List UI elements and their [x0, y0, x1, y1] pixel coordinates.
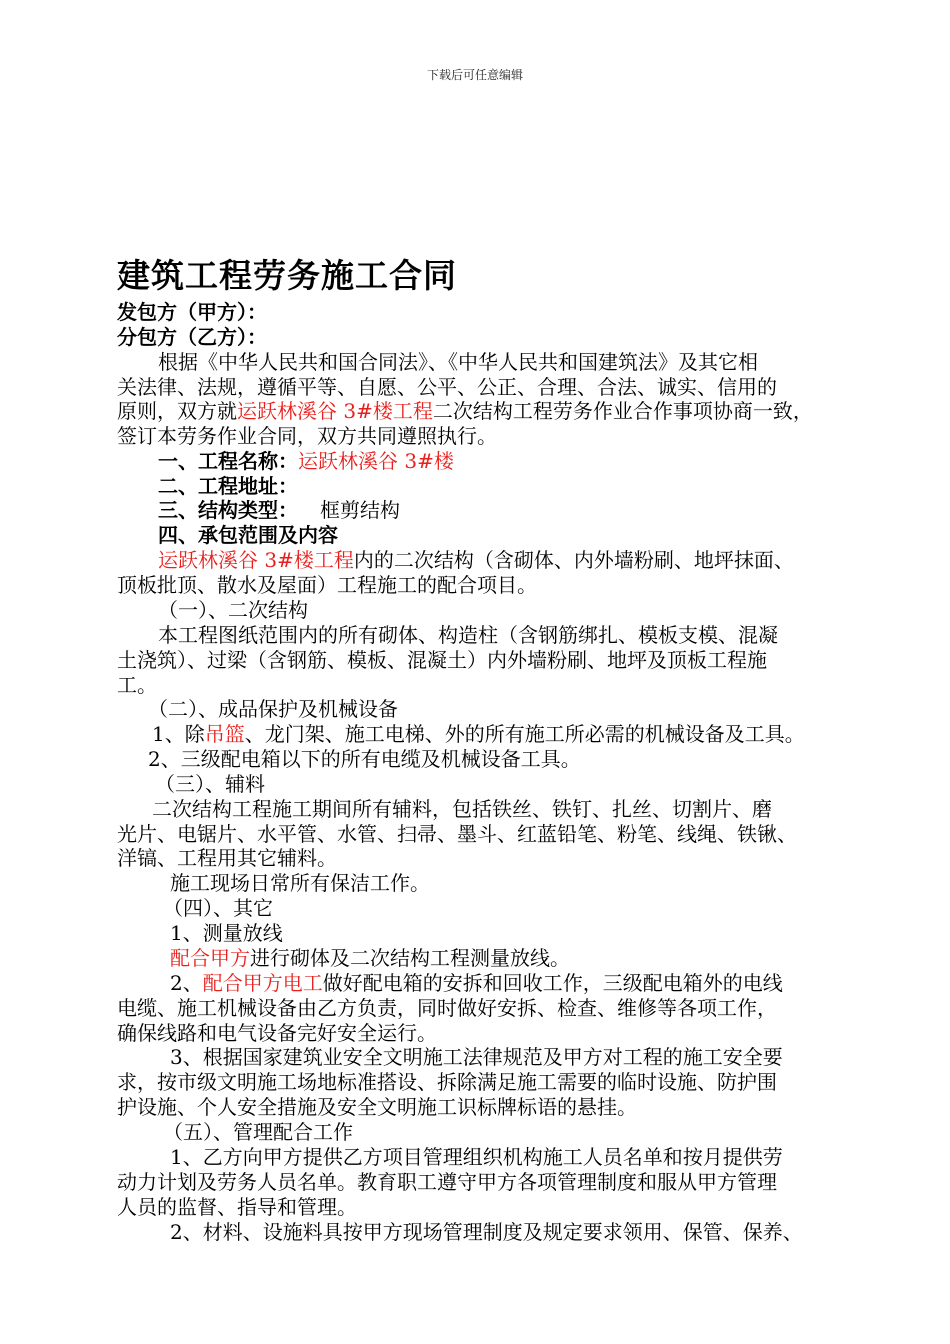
party-a-label: 发包方（甲方）：: [117, 300, 267, 324]
document-title: 建筑工程劳务施工合同: [117, 256, 457, 295]
subsection-2-heading: （二）、成品保护及机械设备: [148, 697, 398, 721]
section-1-value: 运跃林溪谷 3#楼: [298, 449, 454, 473]
intro-line-3-text-c: 二次结构工程劳务作业合作事项协商一致，: [432, 399, 813, 423]
scope-project-highlight: 运跃林溪谷 3#楼工程: [158, 548, 354, 572]
cooperate-party-a-highlight: 配合甲方: [170, 946, 250, 970]
item-2-prefix: 2、: [170, 971, 203, 995]
project-name-highlight: 运跃林溪谷 3#楼工程: [237, 399, 433, 423]
scope-line-2: 顶板批顶、散水及屋面）工程施工的配合项目。: [117, 573, 537, 597]
subsection-3-heading: （三）、辅料: [155, 772, 265, 796]
subsection-4-item-3-line-3: 护设施、个人安全措施及安全文明施工识标牌标语的悬挂。: [117, 1095, 637, 1119]
gondola-highlight: 吊篮: [204, 722, 245, 746]
scope-line-1: [158, 548, 794, 572]
subsection-2-item-2: 2、三级配电箱以下的所有电缆及机械设备工具。: [148, 747, 581, 771]
subsection-5-heading: （五）、管理配合工作: [163, 1120, 353, 1144]
subsection-5-item-1-line-2: 动力计划及劳务人员名单。教育职工遵守甲方各项管理制度和服从甲方管理: [117, 1170, 777, 1194]
subsection-3-line-4: 施工现场日常所有保洁工作。: [170, 871, 430, 895]
subsection-1-line-3: 工。: [117, 673, 157, 697]
subsection-3-line-3: 洋镐、工程用其它辅料。: [117, 846, 337, 870]
party-b-label: 分包方（乙方）：: [117, 325, 267, 349]
subsection-5-item-1-line-3: 人员的监督、指导和管理。: [117, 1195, 357, 1219]
intro-line-4: 签订本劳务作业合同，双方共同遵照执行。: [117, 424, 497, 448]
intro-line-3: [117, 399, 813, 423]
subsection-3-line-1: 二次结构工程施工期间所有辅料，包括铁丝、铁钉、扎丝、切割片、磨: [152, 797, 772, 821]
item-1-text: 、龙门架、施工电梯、外的所有施工所必需的机械设备及工具。: [244, 722, 805, 746]
intro-line-1: 根据《中华人民共和国合同法》、《中华人民共和国建筑法》及其它相: [158, 350, 758, 374]
section-1: [158, 449, 454, 473]
subsection-4-heading: （四）、其它: [163, 896, 273, 920]
subsection-2-item-1: [152, 722, 805, 746]
intro-line-3-text-a: 原则，双方就: [117, 399, 237, 423]
subsection-4-item-3-line-1: 3、根据国家建筑业安全文明施工法律规范及甲方对工程的施工安全要: [170, 1045, 783, 1069]
section-3-value: 框剪结构: [320, 498, 400, 522]
subsection-5-item-1-line-1: 1、乙方向甲方提供乙方项目管理组织机构施工人员名单和按月提供劳: [170, 1145, 783, 1169]
section-3: [158, 498, 400, 522]
header-note: 下载后可任意编辑: [426, 68, 523, 82]
section-2-label: 二、工程地址：: [158, 474, 298, 498]
subsection-5-item-2-line-1: 2、材料、设施料具按甲方现场管理制度及规定要求领用、保管、保养、: [170, 1220, 803, 1244]
subsection-3-line-2: 光片、电锯片、水平管、水管、扫帚、墨斗、红蓝铅笔、粉笔、线绳、铁锹、: [117, 822, 797, 846]
subsection-4-item-2-line-3: 确保线路和电气设备完好安全运行。: [117, 1021, 437, 1045]
item-1-prefix: 1、除: [152, 722, 205, 746]
item-1-line-text: 进行砌体及二次结构工程测量放线。: [250, 946, 570, 970]
subsection-4-item-2-line-1: [170, 971, 783, 995]
section-3-label: 三、结构类型：: [158, 498, 298, 522]
subsection-4-item-2-line-2: 电缆、施工机械设备由乙方负责，同时做好安拆、检查、维修等各项工作，: [117, 996, 777, 1020]
item-2-line-text: 做好配电箱的安拆和回收工作，三级配电箱外的电线: [322, 971, 783, 995]
subsection-1-line-1: 本工程图纸范围内的所有砌体、构造柱（含钢筋绑扎、模板支模、混凝: [158, 623, 778, 647]
intro-line-2: 关法律、法规，遵循平等、自愿、公平、公正、合理、合法、诚实、信用的: [117, 375, 777, 399]
subsection-1-line-2: 土浇筑）、过梁（含钢筋、模板、混凝土）内外墙粉刷、地坪及顶板工程施: [117, 648, 767, 672]
section-1-label: 一、工程名称：: [158, 449, 298, 473]
subsection-4-item-1-line: [170, 946, 570, 970]
subsection-1-heading: （一）、二次结构: [158, 598, 308, 622]
section-4-label: 四、承包范围及内容: [158, 523, 338, 547]
subsection-4-item-3-line-2: 求，按市级文明施工场地标准搭设、拆除满足施工需要的临时设施、防护围: [117, 1070, 777, 1094]
cooperate-electrician-highlight: 配合甲方电工: [202, 971, 323, 995]
scope-line-1-text: 内的二次结构（含砌体、内外墙粉刷、地坪抹面、: [353, 548, 794, 572]
subsection-4-item-1: 1、测量放线: [170, 921, 283, 945]
